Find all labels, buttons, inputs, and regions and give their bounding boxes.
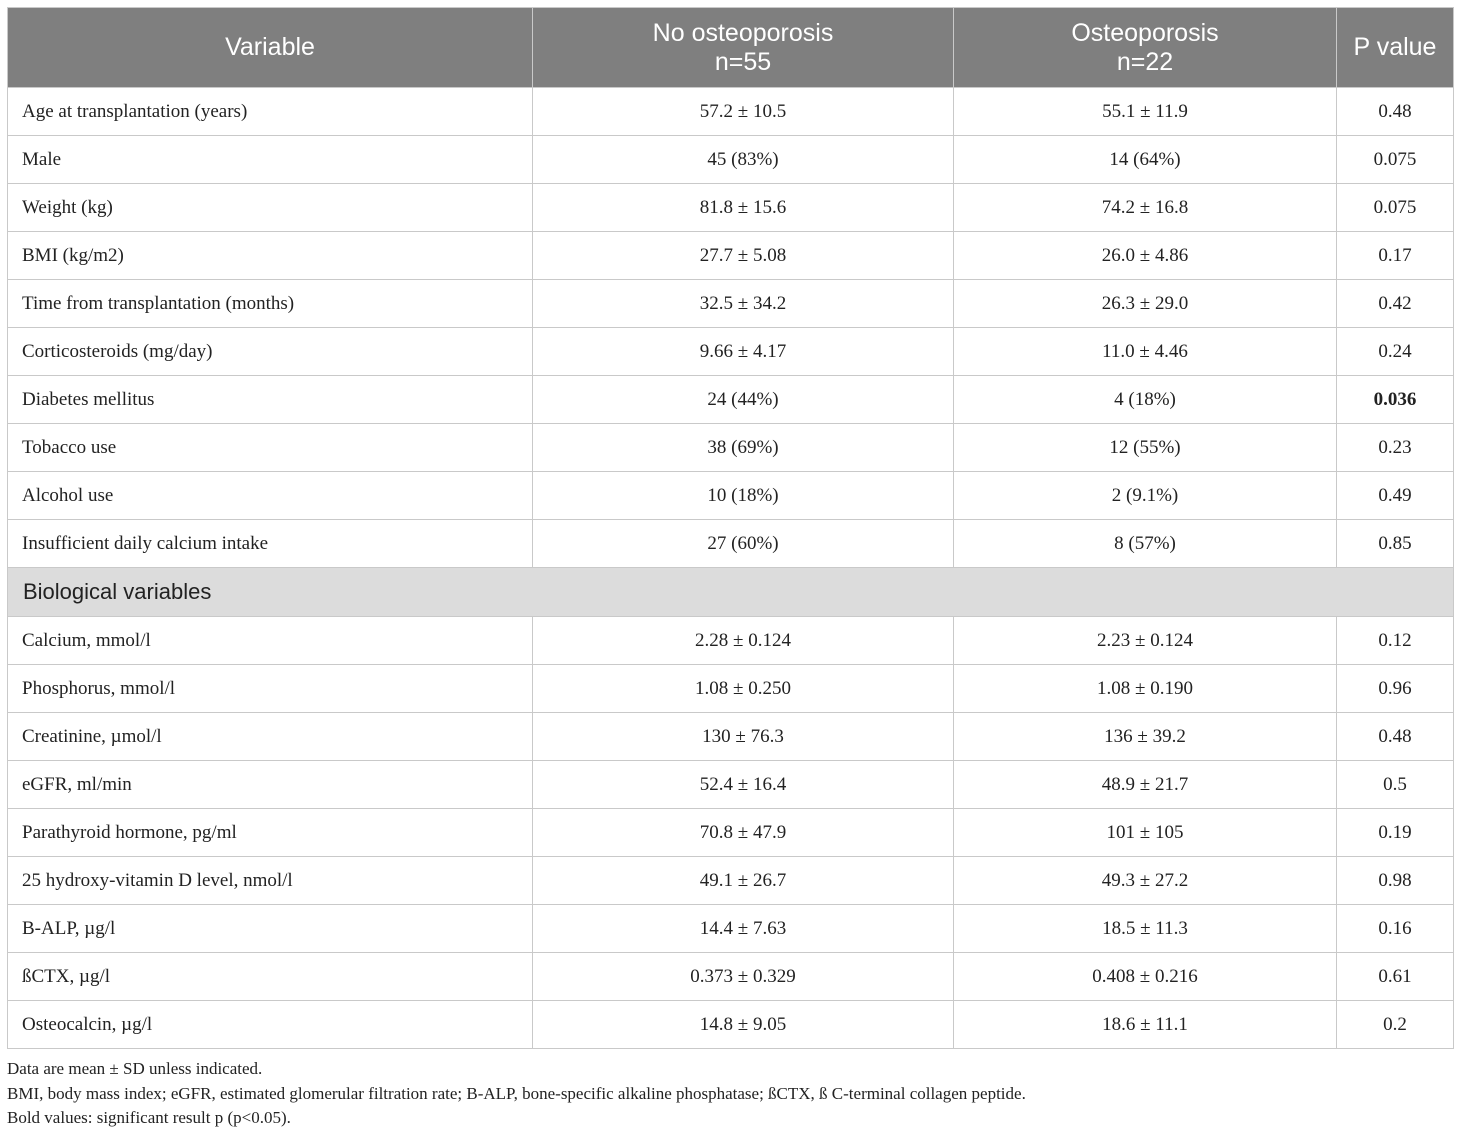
row-no-osteoporosis-cell: 32.5 ± 34.2 — [533, 280, 954, 328]
row-osteoporosis-cell: 2 (9.1%) — [954, 472, 1337, 520]
row-variable-cell: Diabetes mellitus — [8, 376, 533, 424]
table-row — [8, 136, 1454, 184]
table-row — [8, 761, 1454, 809]
data-table — [7, 7, 1454, 1049]
row-p-value-cell: 0.85 — [1337, 520, 1454, 568]
row-p-value-cell: 0.16 — [1337, 905, 1454, 953]
header-variable-label: Variable — [225, 33, 315, 61]
row-osteoporosis-cell: 55.1 ± 11.9 — [954, 88, 1337, 136]
row-no-osteoporosis-cell: 10 (18%) — [533, 472, 954, 520]
row-p-value-cell: 0.075 — [1337, 136, 1454, 184]
row-no-osteoporosis-cell: 14.8 ± 9.05 — [533, 1001, 954, 1049]
row-osteoporosis-cell: 48.9 ± 21.7 — [954, 761, 1337, 809]
section-row — [8, 568, 1454, 617]
row-osteoporosis-cell: 0.408 ± 0.216 — [954, 953, 1337, 1001]
row-p-value-cell: 0.17 — [1337, 232, 1454, 280]
row-p-value-cell: 0.5 — [1337, 761, 1454, 809]
section-title: Biological variables — [8, 568, 1454, 617]
row-no-osteoporosis-cell: 1.08 ± 0.250 — [533, 665, 954, 713]
row-osteoporosis-cell: 101 ± 105 — [954, 809, 1337, 857]
row-p-value-cell: 0.48 — [1337, 713, 1454, 761]
row-variable-cell: Male — [8, 136, 533, 184]
row-osteoporosis-cell: 4 (18%) — [954, 376, 1337, 424]
header-p-value — [1337, 8, 1454, 88]
row-no-osteoporosis-cell: 27.7 ± 5.08 — [533, 232, 954, 280]
row-variable-cell: Tobacco use — [8, 424, 533, 472]
row-no-osteoporosis-cell: 24 (44%) — [533, 376, 954, 424]
header-p-value-label: P value — [1353, 33, 1437, 61]
row-variable-cell: Phosphorus, mmol/l — [8, 665, 533, 713]
table-row — [8, 376, 1454, 424]
row-no-osteoporosis-cell: 0.373 ± 0.329 — [533, 953, 954, 1001]
row-variable-cell: Osteocalcin, µg/l — [8, 1001, 533, 1049]
row-variable-cell: Insufficient daily calcium intake — [8, 520, 533, 568]
row-no-osteoporosis-cell: 2.28 ± 0.124 — [533, 617, 954, 665]
row-variable-cell: B-ALP, µg/l — [8, 905, 533, 953]
row-variable-cell: Weight (kg) — [8, 184, 533, 232]
header-no-osteoporosis — [533, 8, 954, 88]
table-row — [8, 857, 1454, 905]
row-p-value-cell: 0.49 — [1337, 472, 1454, 520]
row-osteoporosis-cell: 11.0 ± 4.46 — [954, 328, 1337, 376]
row-variable-cell: eGFR, ml/min — [8, 761, 533, 809]
row-no-osteoporosis-cell: 45 (83%) — [533, 136, 954, 184]
header-osteoporosis-label: Osteoporosis — [1071, 18, 1219, 47]
row-no-osteoporosis-cell: 9.66 ± 4.17 — [533, 328, 954, 376]
footnote: BMI, body mass index; eGFR, estimated glomerular filtration rate; B-ALP, bone-specific alkaline phosphatase; ßCTX, ß C-terminal collagen peptide. — [7, 1083, 1026, 1103]
table-row — [8, 232, 1454, 280]
row-variable-cell: Age at transplantation (years) — [8, 88, 533, 136]
row-osteoporosis-cell: 2.23 ± 0.124 — [954, 617, 1337, 665]
row-p-value-cell: 0.61 — [1337, 953, 1454, 1001]
header-osteoporosis-n: n=22 — [1116, 47, 1174, 76]
table-row — [8, 1001, 1454, 1049]
table-row — [8, 665, 1454, 713]
row-variable-cell: Parathyroid hormone, pg/ml — [8, 809, 533, 857]
row-osteoporosis-cell: 49.3 ± 27.2 — [954, 857, 1337, 905]
row-variable-cell: Time from transplantation (months) — [8, 280, 533, 328]
table-row — [8, 88, 1454, 136]
row-no-osteoporosis-cell: 14.4 ± 7.63 — [533, 905, 954, 953]
table-header — [8, 8, 1454, 88]
row-variable-cell: Calcium, mmol/l — [8, 617, 533, 665]
row-p-value-cell: 0.23 — [1337, 424, 1454, 472]
table-row — [8, 472, 1454, 520]
table-row — [8, 953, 1454, 1001]
row-no-osteoporosis-cell: 49.1 ± 26.7 — [533, 857, 954, 905]
table-body — [8, 88, 1454, 1049]
row-osteoporosis-cell: 1.08 ± 0.190 — [954, 665, 1337, 713]
row-p-value-cell: 0.42 — [1337, 280, 1454, 328]
row-osteoporosis-cell: 18.5 ± 11.3 — [954, 905, 1337, 953]
row-variable-cell: Creatinine, µmol/l — [8, 713, 533, 761]
row-p-value-cell: 0.2 — [1337, 1001, 1454, 1049]
header-osteoporosis — [954, 8, 1337, 88]
row-p-value-cell: 0.98 — [1337, 857, 1454, 905]
row-p-value-cell: 0.075 — [1337, 184, 1454, 232]
table-container — [7, 7, 1453, 1131]
footnotes — [7, 1057, 1453, 1131]
row-osteoporosis-cell: 8 (57%) — [954, 520, 1337, 568]
footnote: Bold values: significant result p (p<0.05). — [7, 1108, 291, 1127]
row-no-osteoporosis-cell: 52.4 ± 16.4 — [533, 761, 954, 809]
row-osteoporosis-cell: 18.6 ± 11.1 — [954, 1001, 1337, 1049]
row-osteoporosis-cell: 136 ± 39.2 — [954, 713, 1337, 761]
row-osteoporosis-cell: 26.0 ± 4.86 — [954, 232, 1337, 280]
row-p-value-cell: 0.036 — [1337, 376, 1454, 424]
table-row — [8, 280, 1454, 328]
row-variable-cell: Corticosteroids (mg/day) — [8, 328, 533, 376]
row-osteoporosis-cell: 74.2 ± 16.8 — [954, 184, 1337, 232]
row-no-osteoporosis-cell: 130 ± 76.3 — [533, 713, 954, 761]
row-osteoporosis-cell: 26.3 ± 29.0 — [954, 280, 1337, 328]
row-no-osteoporosis-cell: 38 (69%) — [533, 424, 954, 472]
header-row — [8, 8, 1454, 88]
row-no-osteoporosis-cell: 27 (60%) — [533, 520, 954, 568]
row-osteoporosis-cell: 12 (55%) — [954, 424, 1337, 472]
row-variable-cell: BMI (kg/m2) — [8, 232, 533, 280]
row-p-value-cell: 0.48 — [1337, 88, 1454, 136]
table-row — [8, 424, 1454, 472]
header-no-osteoporosis-label: No osteoporosis — [652, 18, 834, 47]
table-row — [8, 809, 1454, 857]
row-p-value-cell: 0.19 — [1337, 809, 1454, 857]
table-row — [8, 713, 1454, 761]
header-no-osteoporosis-n: n=55 — [714, 47, 772, 76]
table-row — [8, 184, 1454, 232]
table-row — [8, 328, 1454, 376]
row-p-value-cell: 0.96 — [1337, 665, 1454, 713]
footnote: Data are mean ± SD unless indicated. — [7, 1059, 263, 1078]
row-p-value-cell: 0.24 — [1337, 328, 1454, 376]
row-p-value-cell: 0.12 — [1337, 617, 1454, 665]
row-variable-cell: ßCTX, µg/l — [8, 953, 533, 1001]
table-row — [8, 520, 1454, 568]
table-row — [8, 617, 1454, 665]
row-no-osteoporosis-cell: 70.8 ± 47.9 — [533, 809, 954, 857]
row-no-osteoporosis-cell: 57.2 ± 10.5 — [533, 88, 954, 136]
row-osteoporosis-cell: 14 (64%) — [954, 136, 1337, 184]
row-variable-cell: 25 hydroxy-vitamin D level, nmol/l — [8, 857, 533, 905]
row-variable-cell: Alcohol use — [8, 472, 533, 520]
header-variable — [8, 8, 533, 88]
table-row — [8, 905, 1454, 953]
row-no-osteoporosis-cell: 81.8 ± 15.6 — [533, 184, 954, 232]
